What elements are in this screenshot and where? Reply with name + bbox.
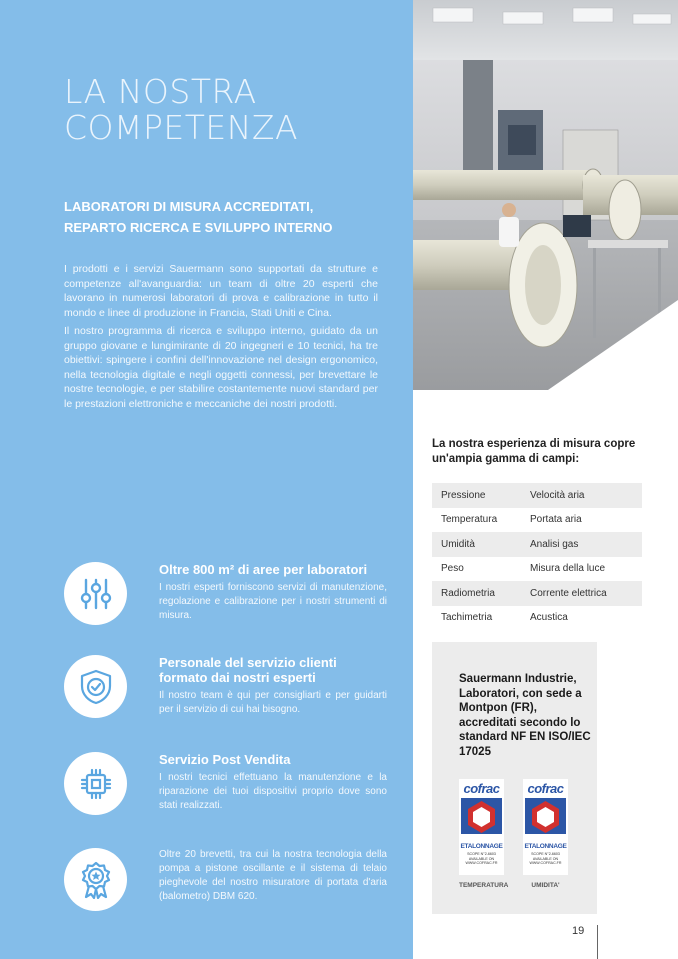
feature-icon-circle [64,848,127,911]
cofrac-scope: SCOPE N°2-6603 AVAILABLE ON WWW.COFRAC.FR [529,852,562,865]
table-row [432,557,642,582]
feature-text: Oltre 20 brevetti, tra cui la nostra tecnologia della pompa a pistone oscillante e il sistema di telaio pieghevole del nostro misuratore di portata d'aria (balometro) DBM 620. [159,849,387,902]
page-title-line-1: LA NOSTRA [64,72,257,111]
cofrac-hexagon-mark [459,796,504,842]
feature-title: Oltre 800 m² di aree per laboratori [159,562,368,577]
table-cell: Radiometria [432,581,521,606]
intro-paragraph-1: I prodotti e i servizi Sauermann sono supportati da strutture e competenze all'avanguardia: un team di oltre 20 esperti che lavorano in numerosi laboratori di prova e calibrazione in tutto il mondo e linee di produzione in Francia, Stati Uniti e Cina. [64,263,378,319]
table-cell: Acustica [530,612,568,624]
accreditation-box [432,642,597,914]
measurement-range-table [432,483,642,630]
feature-icon-circle [64,655,127,718]
table-row [432,532,642,557]
chip-icon [78,766,114,802]
sliders-icon [78,576,114,612]
subheading-line-2: REPARTO RICERCA E SVILUPPO INTERNO [64,220,333,235]
table-cell: Tachimetria [441,612,493,624]
cofrac-caption: UMIDITA' [531,882,560,889]
laboratory-illustration [413,0,678,390]
feature-icon-circle [64,562,127,625]
cofrac-logo [459,779,504,875]
table-cell: Portata aria [530,514,582,526]
page-number-divider [597,925,598,959]
page-title-line-2: COMPETENZA [64,108,299,147]
shield-check-icon [77,668,115,706]
laboratory-photo [413,0,678,390]
table-row [432,508,642,533]
cofrac-caption: TEMPERATURA [459,882,509,889]
table-cell: Temperatura [441,514,498,526]
table-row [432,581,642,606]
page-title [64,74,404,146]
table-cell: Analisi gas [521,532,642,557]
table-row [432,483,642,508]
table-cell: Velocità aria [521,483,642,508]
feature-text: Il nostro team è qui per consigliarti e per guidarti per il servizio di cui hai bisogno. [159,690,387,715]
table-cell: Misura della luce [530,563,606,575]
feature-text: I nostri tecnici effettuano la manutenzione e la riparazione dei tuoi dispositivi proprio dove sono stati realizzati. [159,772,387,811]
intro-text [64,262,378,411]
cofrac-logo [523,779,568,875]
feature-text: I nostri esperti forniscono servizi di manutenzione, regolazione e calibrazione per i nostri strumenti di misura. [159,582,387,621]
page-number: 19 [572,925,585,937]
cofrac-label: ETALONNAGE [460,843,503,850]
cofrac-badge-temperature [459,779,509,889]
cofrac-hexagon-mark [523,796,568,842]
table-cell: Corrente elettrica [521,581,642,606]
cofrac-scope: SCOPE N°2-6603 AVAILABLE ON WWW.COFRAC.FR [465,852,498,865]
measurement-range-title: La nostra esperienza di misura copre un'ampia gamma di campi: [432,438,636,465]
cofrac-badge-humidity [523,779,568,889]
cofrac-label: ETALONNAGE [524,843,567,850]
feature-icon-circle [64,752,127,815]
cofrac-brand: cofrac [527,781,564,796]
feature-title: Personale del servizio clienti formato dai nostri esperti [159,655,337,685]
table-cell: Umidità [432,532,521,557]
feature-title: Servizio Post Vendita [159,752,291,767]
section-subheading [64,196,384,238]
subheading-line-1: LABORATORI DI MISURA ACCREDITATI, [64,199,314,214]
cofrac-brand: cofrac [463,781,500,796]
intro-paragraph-2: Il nostro programma di ricerca e sviluppo interno, guidato da un gruppo giovane e lungimirante di 20 ingegneri e 10 tecnici, ha tre obiettivi: spingere i confini dell'innovazione nel design ergonomico, nella tecnologia digitale e negli oggetti connessi, per brevettare le nostre tecnologie, e per stabilire costantemente nuovi standard per le prestazioni elettroniche e meccaniche dei nostri prodotti. [64,325,378,410]
table-cell: Peso [441,563,464,575]
accreditation-text: Sauermann Industrie, Laboratori, con sede a Montpon (FR), accreditati secondo lo standard NF EN ISO/IEC 17025 [459,673,591,758]
award-ribbon-icon [78,861,114,899]
table-row [432,606,642,631]
table-cell: Pressione [432,483,521,508]
